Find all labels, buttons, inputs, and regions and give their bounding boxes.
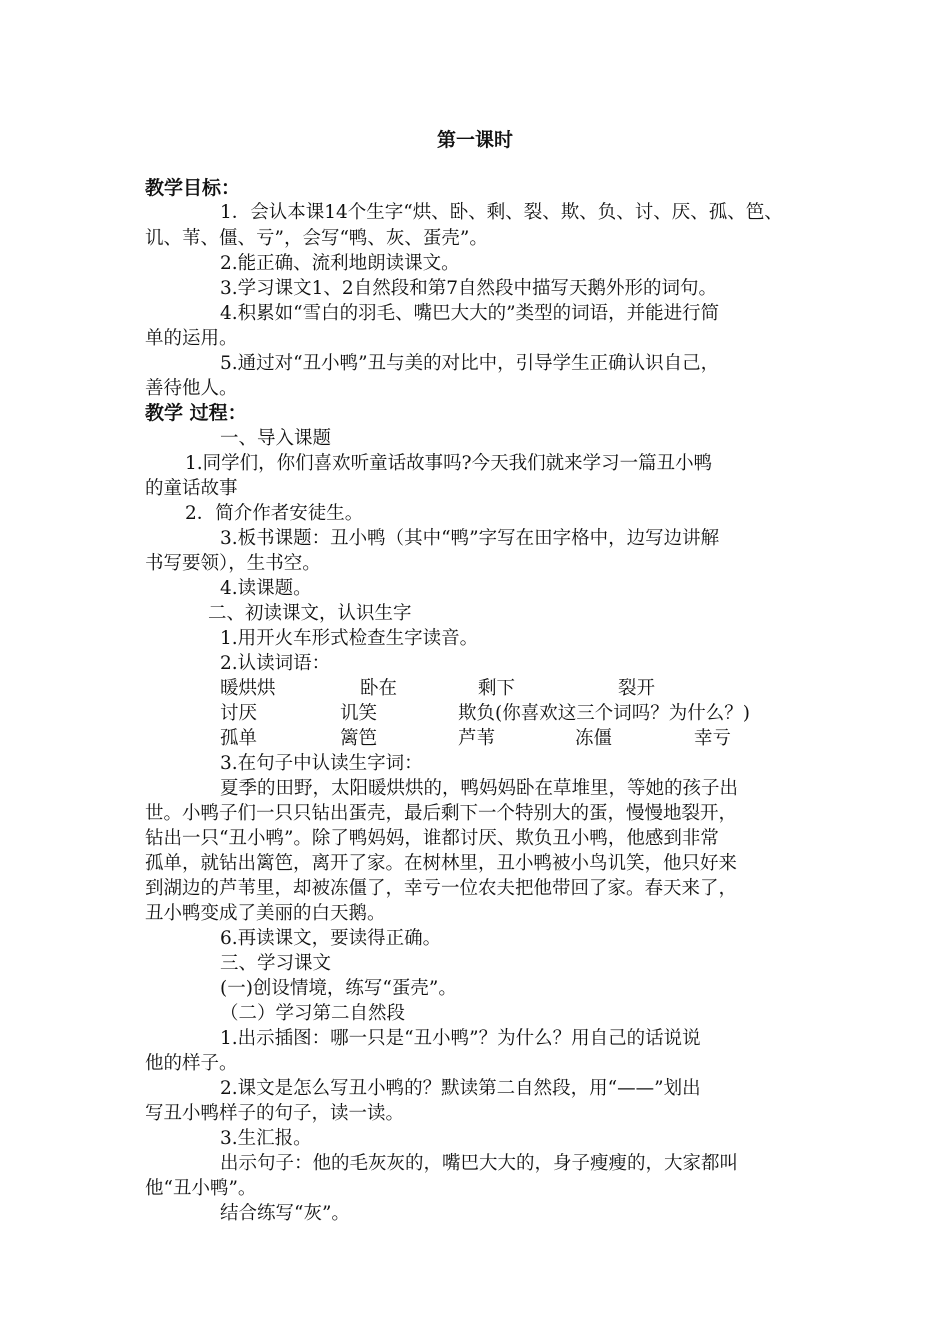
vocab-word: 欺负(你喜欢这三个词吗？为什么？) <box>458 703 750 724</box>
vocab-word: 篱笆 <box>340 728 378 749</box>
goal-line: 4.积累如“雪白的羽毛、嘴巴大大的”类型的词语，并能进行简 <box>220 303 720 324</box>
story-line: 丑小鸭变成了美丽的白天鹅。 <box>145 903 386 924</box>
goal-line: 1．会认本课14个生字“烘、卧、剩、裂、欺、负、讨、厌、孤、笆、 <box>220 202 783 223</box>
process-line: 的童话故事 <box>145 478 238 499</box>
process-line: 6.再读课文，要读得正确。 <box>220 928 442 949</box>
goal-line: 单的运用。 <box>145 328 238 349</box>
process-line: 1.出示插图：哪一只是“丑小鸭”？为什么？用自己的话说说 <box>220 1028 701 1049</box>
process-line: 3.生汇报。 <box>220 1128 312 1149</box>
vocab-word: 讨厌 <box>220 703 258 724</box>
process-line: 他的样子。 <box>145 1053 238 1074</box>
process-line: 2.课文是怎么写丑小鸭的？默读第二自然段，用“——”划出 <box>220 1078 701 1099</box>
vocab-word: 暖烘烘 <box>220 678 276 699</box>
goal-line: 3.学习课文1、2自然段和第7自然段中描写天鹅外形的词句。 <box>220 278 717 299</box>
section-heading: 二、初读课文，认识生字 <box>208 603 412 624</box>
goal-line: 5.通过对“丑小鸭”丑与美的对比中，引导学生正确认识自己， <box>220 353 720 374</box>
section-heading: 一、导入课题 <box>220 428 332 449</box>
story-line: 到湖边的芦苇里，却被冻僵了，幸亏一位农夫把他带回了家。春天来了， <box>145 878 738 899</box>
process-line: 4.读课题。 <box>220 578 312 599</box>
teaching-process-heading: 教学 过程： <box>145 402 247 424</box>
process-line: 3.板书课题：丑小鸭（其中“鸭”字写在田字格中，边写边讲解 <box>220 528 720 549</box>
process-line: 结合练写“灰”。 <box>220 1203 350 1224</box>
story-line: 钻出一只“丑小鸭”。除了鸭妈妈，谁都讨厌、欺负丑小鸭，他感到非常 <box>145 828 719 849</box>
story-line: 孤单，就钻出篱笆，离开了家。在树林里，丑小鸭被小鸟讥笑，他只好来 <box>145 853 738 874</box>
vocab-word: 幸亏 <box>694 728 732 749</box>
process-line: （二）学习第二自然段 <box>220 1003 406 1024</box>
process-line: 2.认读词语： <box>220 653 331 674</box>
process-line: 1.同学们，你们喜欢听童话故事吗?今天我们就来学习一篇丑小鸭 <box>185 453 713 474</box>
word-row <box>220 727 820 751</box>
vocab-word: 剩下 <box>478 678 516 699</box>
vocab-word: 冻僵 <box>575 728 613 749</box>
word-row <box>220 677 820 701</box>
goal-line: 2.能正确、流利地朗读课文。 <box>220 253 460 274</box>
word-row <box>220 702 820 726</box>
goal-line: 善待他人。 <box>145 378 238 399</box>
process-line: 书写要领），生书空。 <box>145 553 321 574</box>
process-line: 写丑小鸭样子的句子，读一读。 <box>145 1103 405 1124</box>
vocab-word: 讥笑 <box>340 703 378 724</box>
process-line: 2．简介作者安徒生。 <box>185 503 364 524</box>
process-line: 出示句子：他的毛灰灰的，嘴巴大大的，身子瘦瘦的，大家都叫 <box>220 1153 739 1174</box>
story-line: 夏季的田野，太阳暖烘烘的，鸭妈妈卧在草堆里，等她的孩子出 <box>220 778 739 799</box>
lesson-title: 第一课时 <box>436 129 513 151</box>
process-line: 3.在句子中认读生字词： <box>220 753 423 774</box>
section-heading: 三、学习课文 <box>220 953 332 974</box>
goal-line: 讥、苇、僵、亏”，会写“鸭、灰、蛋壳”。 <box>145 228 488 249</box>
story-line: 世。小鸭子们一只只钻出蛋壳，最后剩下一个特别大的蛋，慢慢地裂开， <box>145 803 738 824</box>
process-line: 1.用开火车形式检查生字读音。 <box>220 628 479 649</box>
vocab-word: 芦苇 <box>458 728 496 749</box>
vocab-word: 卧在 <box>360 678 398 699</box>
process-line: 他“丑小鸭”。 <box>145 1178 257 1199</box>
vocab-word: 裂开 <box>618 678 656 699</box>
process-line: (一)创设情境，练写“蛋壳”。 <box>220 978 457 999</box>
vocab-word: 孤单 <box>220 728 258 749</box>
teaching-goals-heading: 教学目标： <box>145 177 241 199</box>
